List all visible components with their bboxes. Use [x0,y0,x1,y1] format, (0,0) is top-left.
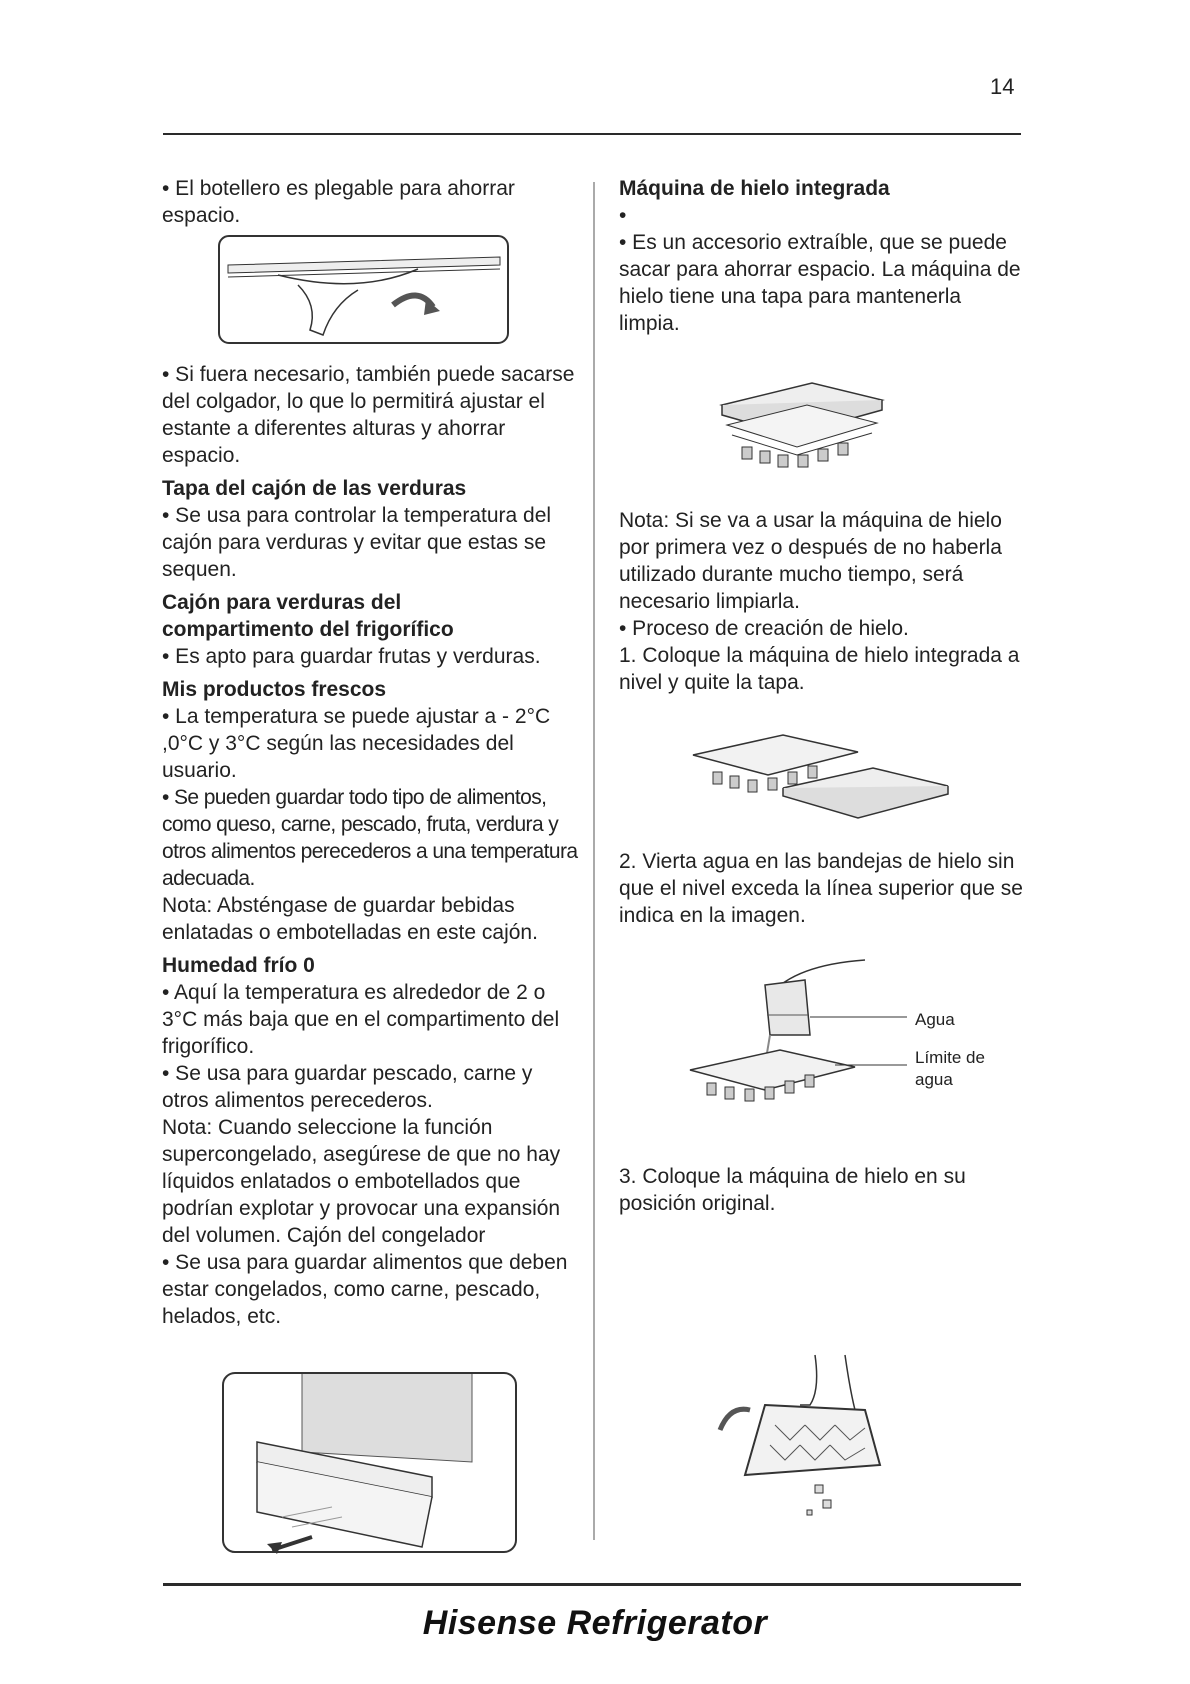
bullet: • [619,204,627,227]
paragraph: 1. Coloque la máquina de hielo integrada a nivel y quite la tapa. [619,644,1020,694]
pouring-water-illustration [685,955,1005,1105]
section-heading: Cajón para verduras del [162,591,402,614]
paragraph: • El botellero es plegable para ahorrar espacio. [162,177,515,227]
brand-footer: Hisense Refrigerator [422,1604,768,1642]
footer-rule [163,1583,1021,1586]
bottle-rack-illustration [218,235,510,345]
column-divider [593,182,595,1540]
page-number: 14 [990,74,1015,99]
water-label: Agua [915,1010,955,1029]
paragraph: • Si fuera necesario, también puede sacarse del colgador, lo que lo permitirá ajustar el estante a diferentes alturas y ahorrar espacio. [162,363,575,467]
tray-and-lid-separated-illustration [688,730,958,830]
ice-maker-with-lid-illustration [712,375,892,475]
section-heading: Máquina de hielo integrada [619,177,890,200]
twisting-tray-illustration [715,1350,915,1520]
paragraph: • Aquí la temperatura es alrededor de 2 o 3°C más baja que en el compartimento del frigorífico. [162,981,560,1058]
paragraph: • Se usa para guardar alimentos que deben estar congelados, como carne, pescado, helados, etc. [162,1251,568,1328]
water-limit-label-cont: agua [915,1070,953,1089]
paragraph: 2. Vierta agua en las bandejas de hielo sin que el nivel exceda la línea superior que se indica en la imagen. [619,850,1023,927]
paragraph: • Se usa para controlar la temperatura del cajón para verduras y evitar que estas se sequen. [162,504,552,581]
freezer-drawer-illustration [222,1372,518,1554]
paragraph: 3. Coloque la máquina de hielo en su posición original. [619,1165,966,1215]
paragraph: • Es apto para guardar frutas y verduras. [162,645,541,668]
paragraph: • Se pueden guardar todo tipo de alimentos, como queso, carne, pescado, fruta, verdura y otros alimentos perecederos a una temperatura adecuada. [162,786,578,890]
paragraph: • Se usa para guardar pescado, carne y otros alimentos perecederos. [162,1062,533,1112]
paragraph: • Proceso de creación de hielo. [619,617,909,640]
paragraph: • Es un accesorio extraíble, que se puede sacar para ahorrar espacio. La máquina de hielo tiene una tapa para mantenerla limpia. [619,231,1021,335]
water-limit-label: Límite de [915,1048,985,1067]
header-rule [163,133,1021,135]
section-heading: Humedad frío 0 [162,954,315,977]
paragraph: Nota: Absténgase de guardar bebidas enlatadas o embotelladas en este cajón. [162,894,538,944]
section-heading: Tapa del cajón de las verduras [162,477,467,500]
paragraph: Nota: Cuando seleccione la función supercongelado, asegúrese de que no hay líquidos enlatados o embotellados que podrían explotar y provocar una expansión del volumen. Cajón del congelador [162,1116,561,1247]
section-heading-cont: compartimento del frigorífico [162,618,454,641]
paragraph: • La temperatura se puede ajustar a - 2°C ,0°C y 3°C según las necesidades del usuario. [162,705,551,782]
paragraph: Nota: Si se va a usar la máquina de hielo por primera vez o después de no haberla utilizado durante mucho tiempo, será necesario limpiarla. [619,509,1002,613]
section-heading: Mis productos frescos [162,678,387,701]
left-column [162,175,582,1330]
